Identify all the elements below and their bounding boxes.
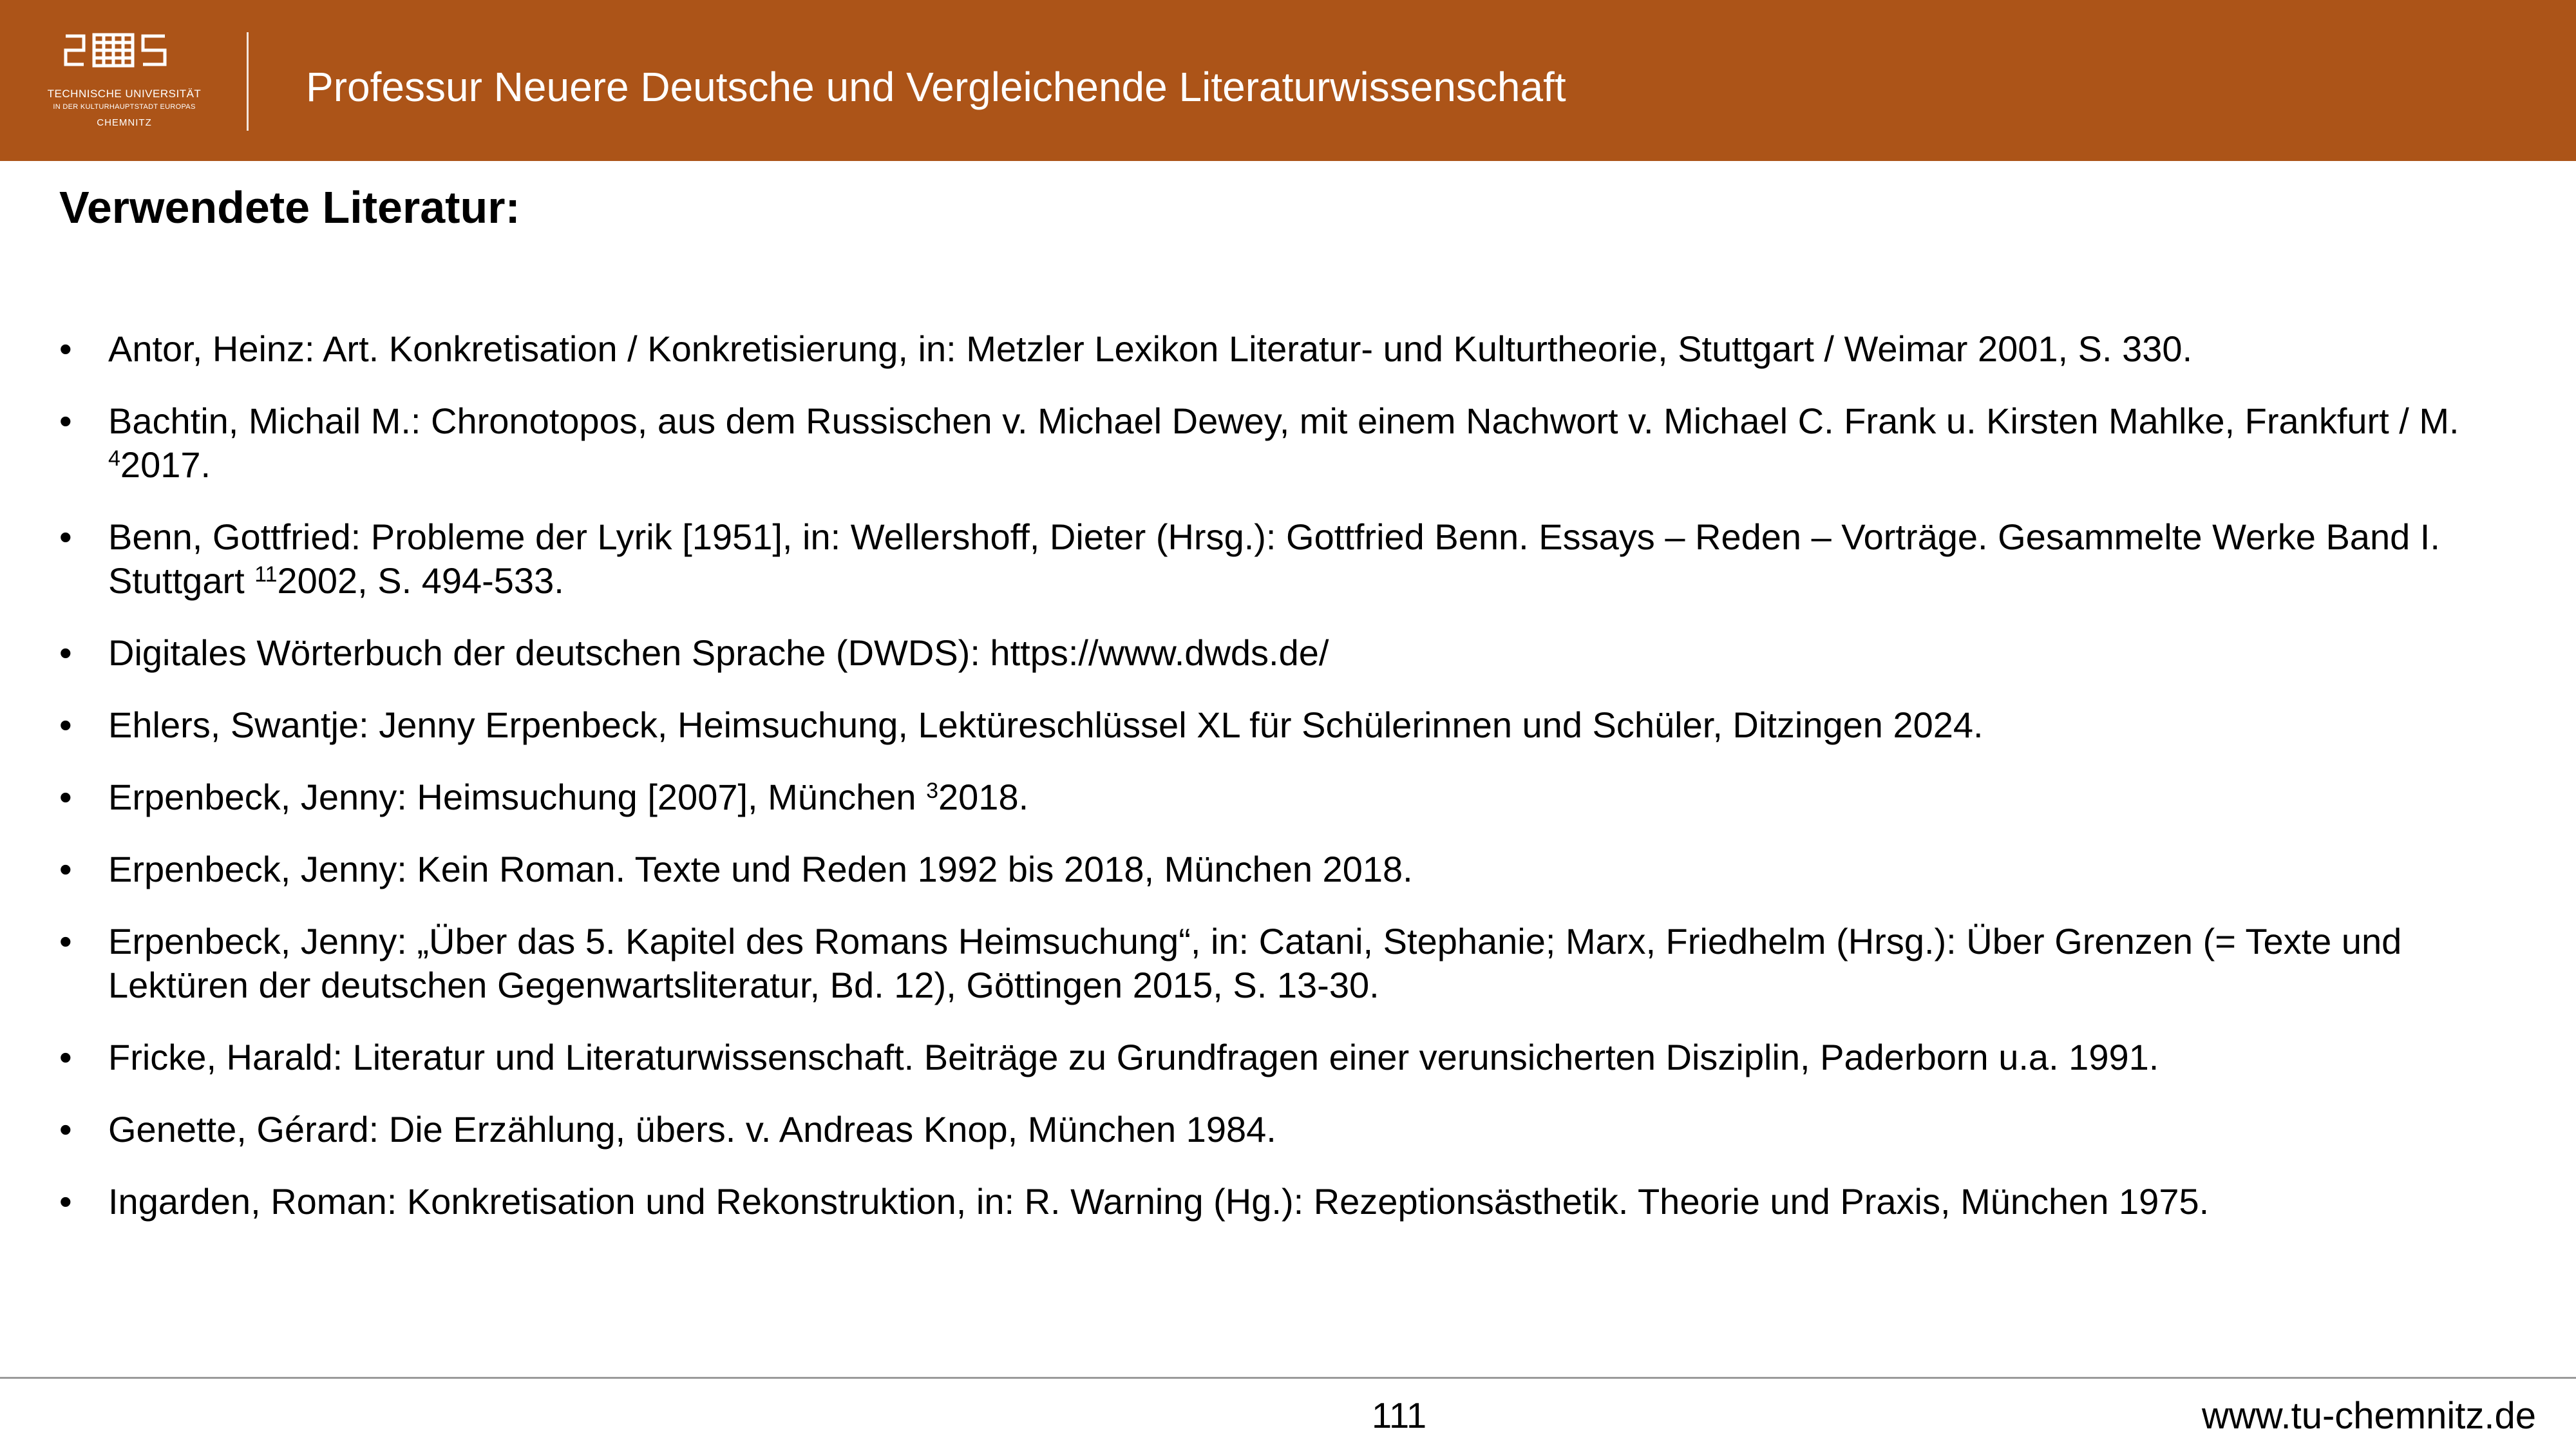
bullet: • [59, 632, 72, 673]
bullet: • [59, 777, 72, 817]
reference-item [59, 703, 2519, 747]
reference-text-end: 2002, S. 494-533. [277, 560, 564, 601]
reference-text: Ehlers, Swantje: Jenny Erpenbeck, Heimsuchung, Lektüreschlüssel XL für Schülerinnen und Schüler, Ditzingen 2024. [108, 705, 1984, 745]
reference-item [59, 1108, 2519, 1151]
reference-item [59, 1180, 2519, 1224]
reference-text: Digitales Wörterbuch der deutschen Sprache (DWDS): https://www.dwds.de/ [108, 632, 1329, 673]
reference-text: Bachtin, Michail M.: Chronotopos, aus dem Russischen v. Michael Dewey, mit einem Nachwort v. Michael C. Frank u. Kirsten Mahlke, Frankfurt / M. [108, 401, 2459, 441]
footer-url: www.tu-chemnitz.de [2202, 1395, 2536, 1437]
bullet: • [59, 1181, 72, 1222]
reference-item [59, 1036, 2519, 1079]
bullet: • [59, 1109, 72, 1150]
reference-text-end: 2017. [120, 444, 211, 485]
reference-item [59, 631, 2519, 675]
reference-item [59, 327, 2519, 371]
logo-text-university: TECHNISCHE UNIVERSITÄT [47, 88, 202, 100]
reference-item [59, 399, 2519, 487]
footer-rule [0, 1377, 2576, 1379]
reference-item [59, 515, 2519, 603]
bullet: • [59, 849, 72, 889]
reference-list [59, 327, 2519, 1252]
reference-item [59, 775, 2519, 819]
bullet: • [59, 705, 72, 745]
edition-superscript: 4 [108, 446, 120, 471]
page-heading: Verwendete Literatur: [59, 182, 520, 232]
reference-text: Fricke, Harald: Literatur und Literaturwissenschaft. Beiträge zu Grundfragen einer verunsicherten Disziplin, Paderborn u.a. 1991. [108, 1037, 2159, 1077]
reference-text: Erpenbeck, Jenny: Kein Roman. Texte und Reden 1992 bis 2018, München 2018. [108, 849, 1413, 889]
reference-text: Genette, Gérard: Die Erzählung, übers. v. Andreas Knop, München 1984. [108, 1109, 1276, 1150]
bullet: • [59, 328, 72, 369]
logo-text-city: CHEMNITZ [97, 117, 152, 128]
edition-superscript: 3 [926, 779, 939, 803]
reference-item [59, 920, 2519, 1007]
bullet: • [59, 401, 72, 441]
reference-text: Erpenbeck, Jenny: „Über das 5. Kapitel des Romans Heimsuchung“, in: Catani, Stephanie; Marx, Friedhelm (Hrsg.): Über Grenzen (= Texte und Lektüren der deutschen Gegenwartsliteratur, Bd. 12), Göttingen 2015, S. 13-30. [108, 921, 2402, 1005]
edition-superscript: 11 [254, 562, 278, 587]
header-bar [0, 0, 2576, 161]
tu-chemnitz-logo-icon [63, 31, 185, 77]
university-logo [37, 31, 211, 134]
reference-text: Antor, Heinz: Art. Konkretisation / Konkretisierung, in: Metzler Lexikon Literatur- und Kulturtheorie, Stuttgart / Weimar 2001, S. 330. [108, 328, 2193, 369]
reference-text: Ingarden, Roman: Konkretisation und Rekonstruktion, in: R. Warning (Hg.): Rezeptionsästhetik. Theorie und Praxis, München 1975. [108, 1181, 2210, 1222]
reference-text-end: 2018. [938, 777, 1029, 817]
logo-text-subtitle: IN DER KULTURHAUPTSTADT EUROPAS [53, 103, 196, 111]
bullet: • [59, 516, 72, 557]
header-divider [247, 32, 249, 131]
reference-text: Erpenbeck, Jenny: Heimsuchung [2007], München [108, 777, 927, 817]
page-number: 111 [1372, 1395, 1427, 1435]
bullet: • [59, 921, 72, 961]
reference-item [59, 848, 2519, 891]
header-title: Professur Neuere Deutsche und Vergleichende Literaturwissenschaft [306, 64, 1566, 110]
bullet: • [59, 1037, 72, 1077]
reference-text: Benn, Gottfried: Probleme der Lyrik [1951], in: Wellershoff, Dieter (Hrsg.): Gottfried Benn. Essays – Reden – Vorträge. Gesammelte Werke Band I. Stuttgart [108, 516, 2440, 601]
